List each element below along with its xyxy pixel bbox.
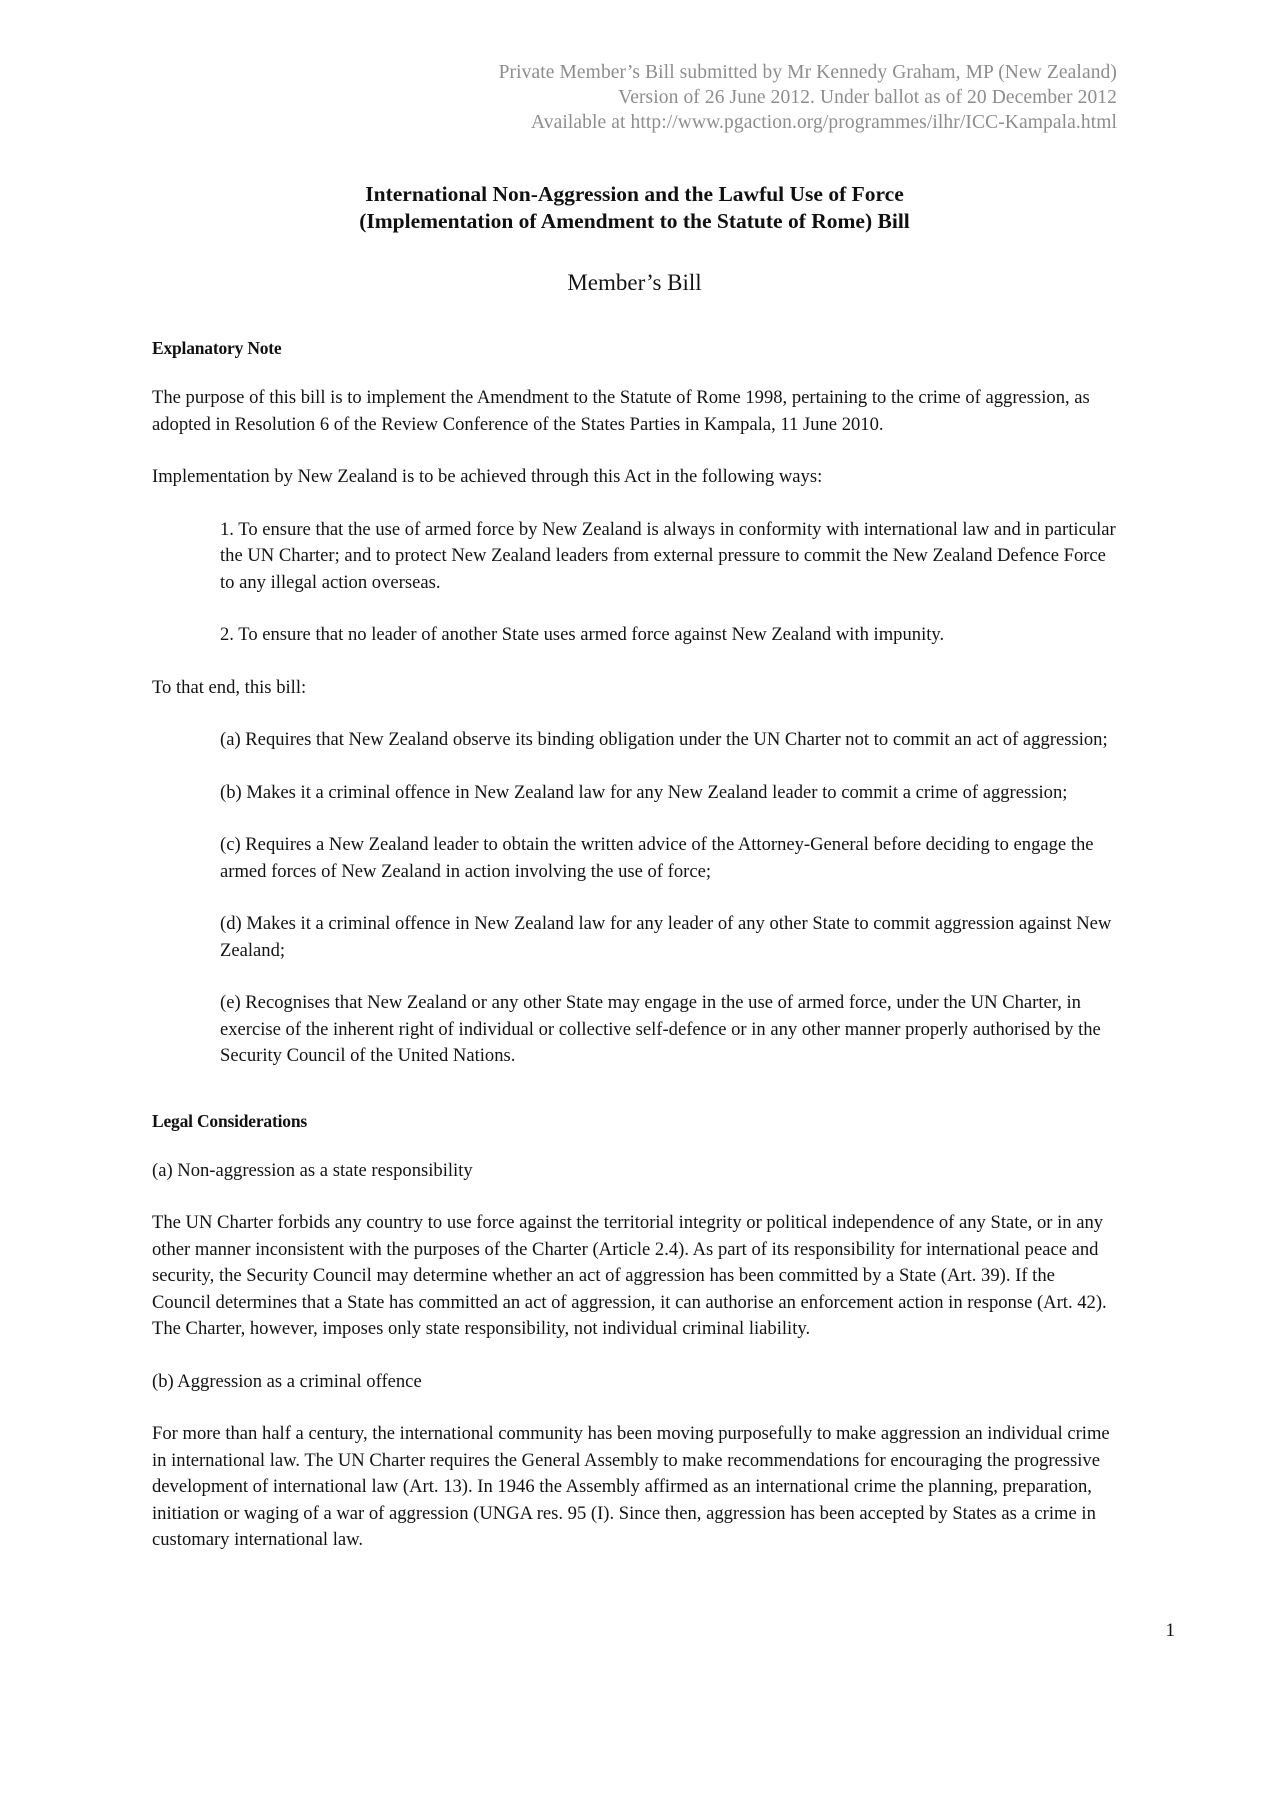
- lettered-item-b: (b) Makes it a criminal offence in New Zealand law for any New Zealand leader to commit a crime of aggression;: [220, 781, 1068, 803]
- legal-subsection-b-body: For more than half a century, the international community has been moving purposefully to make aggression an individual crime in international law. The UN Charter requires the General Assembly to make recommendations for encouraging the progressive development of international law (Art. 13). In 1946 the Assembly affirmed as an international crime the planning, preparation, initiation or waging of a war of aggression (UNGA res. 95 (I). Since then, aggression has been accepted by States as a crime in customary international law.: [152, 1423, 1110, 1550]
- legal-subsection-a-title: (a) Non-aggression as a state responsibility: [152, 1159, 473, 1181]
- legal-subsection-a-body: The UN Charter forbids any country to use force against the territorial integrity or political independence of any State, or in any other manner inconsistent with the purposes of the Charter (Article 2.4). As part of its responsibility for international peace and security, the Security Council may determine whether an act of aggression has been committed by a State (Art. 39). If the Council determines that a State has committed an act of aggression, it can authorise an enforcement action in response (Art. 42). The Charter, however, imposes only state responsibility, not individual criminal liability.: [152, 1212, 1107, 1339]
- document-title: [152, 181, 1117, 235]
- paragraph-to-that-end: To that end, this bill:: [152, 676, 307, 698]
- document-subtitle: Member’s Bill: [567, 270, 702, 295]
- heading-explanatory-note: Explanatory Note: [152, 338, 282, 358]
- lettered-item-e: (e) Recognises that New Zealand or any other State may engage in the use of armed force, under the UN Charter, in exercise of the inherent right of individual or collective self-defence or in any other manner properly authorised by the Security Council of the United Nations.: [220, 992, 1101, 1066]
- heading-legal-considerations: Legal Considerations: [152, 1110, 307, 1131]
- lettered-item-c: (c) Requires a New Zealand leader to obtain the written advice of the Attorney-General before deciding to engage the armed forces of New Zealand in action involving the use of force;: [220, 834, 1094, 882]
- legal-subsection-b-title: (b) Aggression as a criminal offence: [152, 1370, 422, 1392]
- lettered-item-d: (d) Makes it a criminal offence in New Zealand law for any leader of any other State to commit aggression against New Zealand;: [220, 913, 1112, 961]
- lettered-item-a: (a) Requires that New Zealand observe its binding obligation under the UN Charter not to commit an act of aggression;: [220, 729, 1108, 750]
- page-number: 1: [1165, 1620, 1175, 1641]
- title-line-1: International Non-Aggression and the Lawful Use of Force: [365, 182, 904, 206]
- header-line-url: Available at http://www.pgaction.org/programmes/ilhr/ICC-Kampala.html: [531, 112, 1117, 133]
- document-header: [152, 60, 1117, 135]
- numbered-item-1: 1. To ensure that the use of armed force by New Zealand is always in conformity with international law and in particular the UN Charter; and to protect New Zealand leaders from external pressure to commit the New Zealand Defence Force to any illegal action overseas.: [220, 518, 1116, 593]
- page-content: [152, 0, 1117, 1554]
- header-line-submitter: Private Member’s Bill submitted by Mr Kennedy Graham, MP (New Zealand): [498, 62, 1117, 83]
- numbered-item-2: 2. To ensure that no leader of another State uses armed force against New Zealand with impunity.: [220, 624, 945, 645]
- header-line-version: Version of 26 June 2012. Under ballot as of 20 December 2012: [618, 87, 1117, 108]
- title-line-2: (Implementation of Amendment to the Statute of Rome) Bill: [359, 209, 910, 233]
- paragraph-purpose: The purpose of this bill is to implement the Amendment to the Statute of Rome 1998, pertaining to the crime of aggression, as adopted in Resolution 6 of the Review Conference of the States Parties in Kampala, 11 June 2010.: [152, 387, 1090, 435]
- paragraph-implementation-lead: Implementation by New Zealand is to be achieved through this Act in the following ways:: [152, 466, 823, 487]
